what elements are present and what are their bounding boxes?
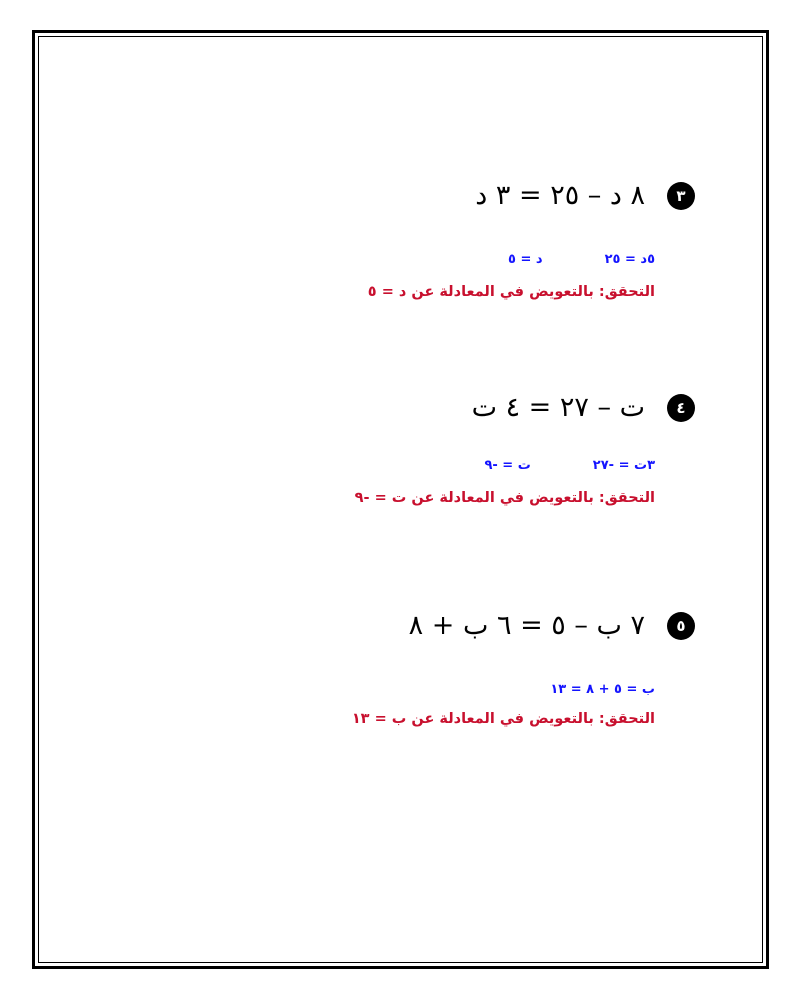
solution-step: د = ٥ <box>508 252 543 267</box>
solution-step: ب = ٥ + ٨ = ١٣ <box>550 682 655 697</box>
problem-3-check: التحقق: بالتعويض في المعادلة عن د = ٥ <box>367 284 655 300</box>
problem-4-steps <box>484 458 655 473</box>
problem-4-equation <box>472 392 695 423</box>
problem-3-steps <box>508 252 655 267</box>
problem-number-badge: ٥ <box>667 612 695 640</box>
solution-step: ٥د = ٢٥ <box>604 252 655 267</box>
problem-number-badge: ٤ <box>667 394 695 422</box>
solution-step: ت = -٩ <box>484 458 531 473</box>
solution-step: ٣ت = -٢٧ <box>592 458 655 473</box>
problem-number-badge: ٣ <box>667 182 695 210</box>
equation-text: ت – ٢٧ = ٤ ت <box>471 392 645 423</box>
equation-text: ٧ ب – ٥ = ٦ ب + ٨ <box>408 610 645 641</box>
problem-4-check: التحقق: بالتعويض في المعادلة عن ت = -٩ <box>354 490 655 506</box>
problem-5-steps <box>550 682 655 697</box>
problem-3-equation <box>475 180 695 211</box>
problem-5-equation <box>409 610 695 641</box>
problem-5-check: التحقق: بالتعويض في المعادلة عن ب = ١٣ <box>351 711 655 727</box>
equation-text: ٨ د – ٢٥ = ٣ د <box>475 180 645 211</box>
